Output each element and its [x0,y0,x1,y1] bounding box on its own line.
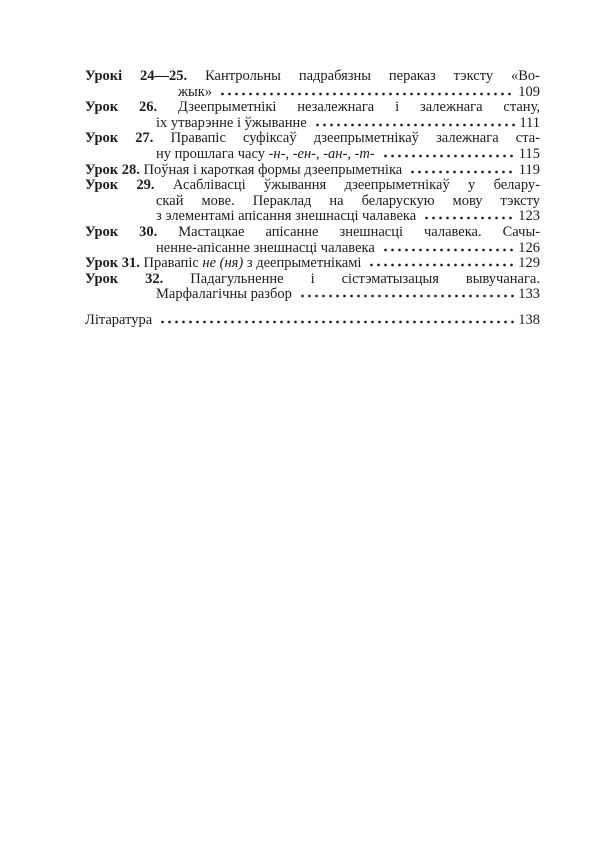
lesson-label: Урок 29. [85,177,155,194]
toc-continuation-line [85,194,540,210]
toc-entry-line [85,163,540,179]
entry-text: Поўная і кароткая формы дзеепрыметніка [143,161,403,178]
entry-text: Літаратура [85,311,153,328]
toc-continuation-line [85,287,540,303]
toc-text [85,68,540,84]
dot-leader [382,248,514,252]
page-number: 111 [519,114,540,131]
toc-text [156,116,307,132]
toc-text [85,271,540,287]
toc-continuation-line [85,209,540,225]
entry-text: Падагульненне і сістэматызацыя вывучанага. [190,270,540,287]
entry-text: ну прошлага часу [156,145,269,162]
toc-text [85,99,540,115]
page-number: 119 [518,161,540,178]
toc-text [85,130,540,146]
toc-text [156,287,292,303]
toc-continuation-line [85,147,540,163]
toc-text [85,256,361,272]
dot-leader [382,154,515,158]
lesson-label: Урок 28. [85,161,140,178]
entry-text: іх утварэнне і ўжыванне [156,114,307,131]
toc-text [85,313,152,329]
toc-continuation-line [85,313,540,329]
page-number: 129 [518,255,540,272]
entry-text: з элементамі апісання знешнасці чалавека [156,208,417,225]
entry-text: Асаблівасці ўжывання дзеепрыметнікаў у белару- [172,177,540,194]
entry-text: Кантрольны падрабязны пераказ тэксту «Во- [205,68,540,84]
toc-entry-line [85,131,540,147]
italic-term: -н-, -ен-, -ан-, -т- [268,145,375,162]
toc-entry-line [85,100,540,116]
lesson-label: Урок 26. [85,99,158,116]
entry-text: Дзеепрыметнікі незалежнага і залежнага стану, [178,99,540,116]
toc-list [85,69,540,329]
dot-leader [159,320,514,324]
toc-text [156,241,375,257]
lesson-label: Урок 27. [85,130,154,147]
toc-entry-line [85,256,540,272]
page-number: 123 [518,208,540,225]
toc-text [156,209,416,225]
entry-text: ненне-апісанне знешнасці чалавека [156,239,375,256]
toc-text [85,163,402,179]
lesson-label: Урок 30. [85,223,158,240]
toc-entry-line [85,272,540,288]
dot-leader [409,170,515,174]
page-number: 138 [518,311,540,328]
page-number: 115 [518,145,540,162]
toc-entry-line [85,225,540,241]
toc-continuation-line [85,241,540,257]
entry-text: Правапіс суфіксаў дзеепрыметнікаў залежнага ста- [170,130,541,147]
entry-text: скай мове. Пераклад на беларускую мову тэксту [156,192,540,209]
dot-leader [423,216,514,220]
toc-continuation-line [85,116,540,132]
dot-leader [314,123,516,127]
entry-text: Марфалагічны разбор [156,286,292,303]
page-number: 109 [518,83,540,100]
toc-entry-line [85,69,540,85]
toc-text [85,224,540,240]
toc-continuation-line [85,85,540,101]
page-number: 133 [518,286,540,303]
lesson-label: Урок 32. [85,270,164,287]
lesson-label: Урок 31. [85,255,140,272]
entry-text: Мастацкае апісанне знешнасці чалавека. Сачы- [178,223,541,240]
toc-entry-line [85,178,540,194]
lesson-label: Урокі 24—25. [85,68,188,84]
page-number: 126 [518,239,540,256]
toc-text [156,147,375,163]
entry-text: жык» [178,83,213,100]
toc-text [85,177,540,193]
dot-leader [299,294,514,298]
entry-text: Правапіс [143,255,203,272]
toc-text [156,193,540,209]
dot-leader [368,263,514,267]
toc-text [178,85,212,101]
italic-term: не (ня) [202,255,244,272]
entry-text: з деепрыметнікамі [243,255,362,272]
dot-leader [219,92,514,96]
